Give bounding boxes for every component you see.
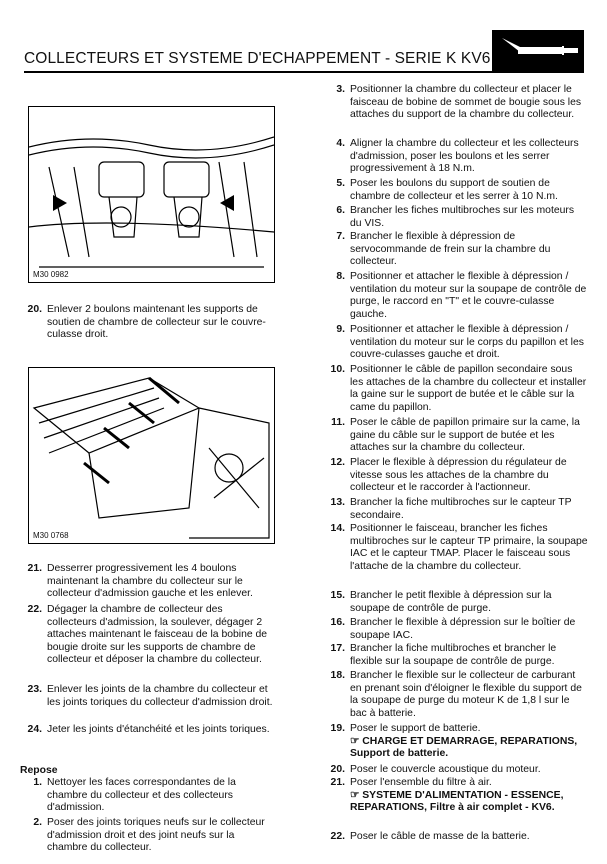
list-item: 17. Brancher la fiche multibroches et brancher le flexible sur la soupape de contrôle de purge. (330, 643, 557, 667)
list-item: 6. Brancher les fiches multibroches sur les moteurs du VIS. (336, 205, 575, 229)
list-item: 22. Dégager la chambre de collecteur des collecteurs d'admission, la soulever, dégager 2 attaches maintenant le faisceau de la bobine de bougie droite sur les supports de chambre de collecteur et déposer la chambre du collecteur. (27, 604, 268, 666)
list-item: 20. Enlever 2 boulons maintenant les supports de soutien de chambre de collecteur sur le couvre-culasse droit. (27, 304, 266, 341)
list-item: 21. Desserrer progressivement les 4 boulons maintenant la chambre du collecteur sur le collecteur d'admission gauche et les enlever. (27, 563, 253, 600)
list-item: 19. Poser le support de batterie. ☞ CHARGE ET DEMARRAGE, REPARATIONS, Support de batterie. (323, 723, 588, 761)
list-item: 14. Positionner le faisceau, brancher les fiches multibroches sur le capteur TP primaire, la soupape IAC et le capteur TMAP. Placer le faisceau sous l'attache de la chambre du collecteur. (330, 523, 588, 572)
header-rule (24, 71, 584, 73)
hand-pointer-icon: ☞ (350, 789, 363, 801)
section-heading: Repose (20, 765, 58, 776)
list-item: 13. Brancher la fiche multibroches sur le capteur TP secondaire. (330, 497, 572, 521)
list-item: 20. Poser le couvercle acoustique du moteur. (330, 764, 541, 775)
list-item: 10. Positionner le câble de papillon secondaire sous les attaches de la chambre du collecteur et installer la gaine sur le support de butée et le câble sur la came du papillon. (330, 364, 587, 413)
list-item: 11. Poser le câble de papillon primaire sur la came, la gaine du câble sur le support de butée et les attaches sur la chambre du collecteur. (331, 417, 580, 454)
hand-pointer-icon: ☞ (350, 735, 363, 747)
engine-illustration-1 (29, 107, 274, 282)
list-item: 21. Poser l'ensemble du filtre à air. ☞ SYSTEME D'ALIMENTATION - ESSENCE, REPARATIONS, Filtre à air complet - KV6. (323, 777, 588, 815)
list-item: 23. Enlever les joints de la chambre du collecteur et les joints toriques du collecteur d'admission droit. (27, 684, 273, 708)
list-item: 4. Aligner la chambre du collecteur et les collecteurs d'admission, poser les boulons et les serrer progressivement à 18 N.m. (336, 138, 579, 175)
engine-figure-2 (28, 367, 275, 544)
list-item: 2. Poser des joints toriques neufs sur le collecteur d'admission droit et des joint neufs sur la chambre du collecteur. (33, 817, 265, 854)
engine-figure-1 (28, 106, 275, 283)
list-item: 24. Jeter les joints d'étanchéité et les joints toriques. (27, 724, 270, 735)
list-item: 3. Positionner la chambre du collecteur et placer le faisceau de bobine de sommet de bougie sous les attaches du support de la chambre du collecteur. (336, 84, 582, 121)
list-item: 15. Brancher le petit flexible à dépression sur la soupape de contrôle de purge. (330, 590, 552, 614)
cross-reference-link[interactable]: ☞ CHARGE ET DEMARRAGE, REPARATIONS, Support de batterie. (350, 735, 578, 760)
list-item: 5. Poser les boulons du support de soutien de chambre de collecteur et les serrer à 10 N.m. (336, 178, 558, 202)
engine-illustration-2 (29, 368, 274, 543)
list-item: 8. Positionner et attacher le flexible à dépression / ventilation du moteur sur la soupape de contrôle de purge, le raccord en "T" et le couvre-culasse gauche. (336, 271, 587, 320)
list-item: 18. Brancher le flexible sur le collecteur de carburant en prenant soin d'éloigner le flexible du support de la soupape de purge du moteur K de 1,8 l sur le bac à batterie. (330, 670, 582, 719)
list-item: 22. Poser le câble de masse de la batterie. (330, 831, 530, 842)
figure-label: M30 0982 (33, 270, 69, 279)
page-title: COLLECTEURS ET SYSTEME D'ECHAPPEMENT - SERIE K KV6 (24, 50, 491, 67)
page-header (24, 48, 584, 74)
list-item: 16. Brancher le flexible à dépression sur le boîtier de soupape IAC. (330, 617, 576, 641)
list-item: 1. Nettoyer les faces correspondantes de la chambre du collecteur et des collecteurs d'admission. (33, 777, 236, 814)
figure-label: M30 0768 (33, 531, 69, 540)
list-item: 12. Placer le flexible à dépression du régulateur de vitesse sous les attaches de la chambre du collecteur et le raccorder à l'actionneur. (330, 457, 567, 494)
cross-reference-link[interactable]: ☞ SYSTEME D'ALIMENTATION - ESSENCE, REPARATIONS, Filtre à air complet - KV6. (350, 789, 564, 814)
list-item: 7. Brancher le flexible à dépression de servocommande de frein sur la chambre du collecteur. (336, 231, 551, 268)
list-item: 9. Positionner et attacher le flexible à dépression / ventilation du moteur sur le corps du papillon et les couvre-culasses gauche et droit. (336, 324, 584, 361)
